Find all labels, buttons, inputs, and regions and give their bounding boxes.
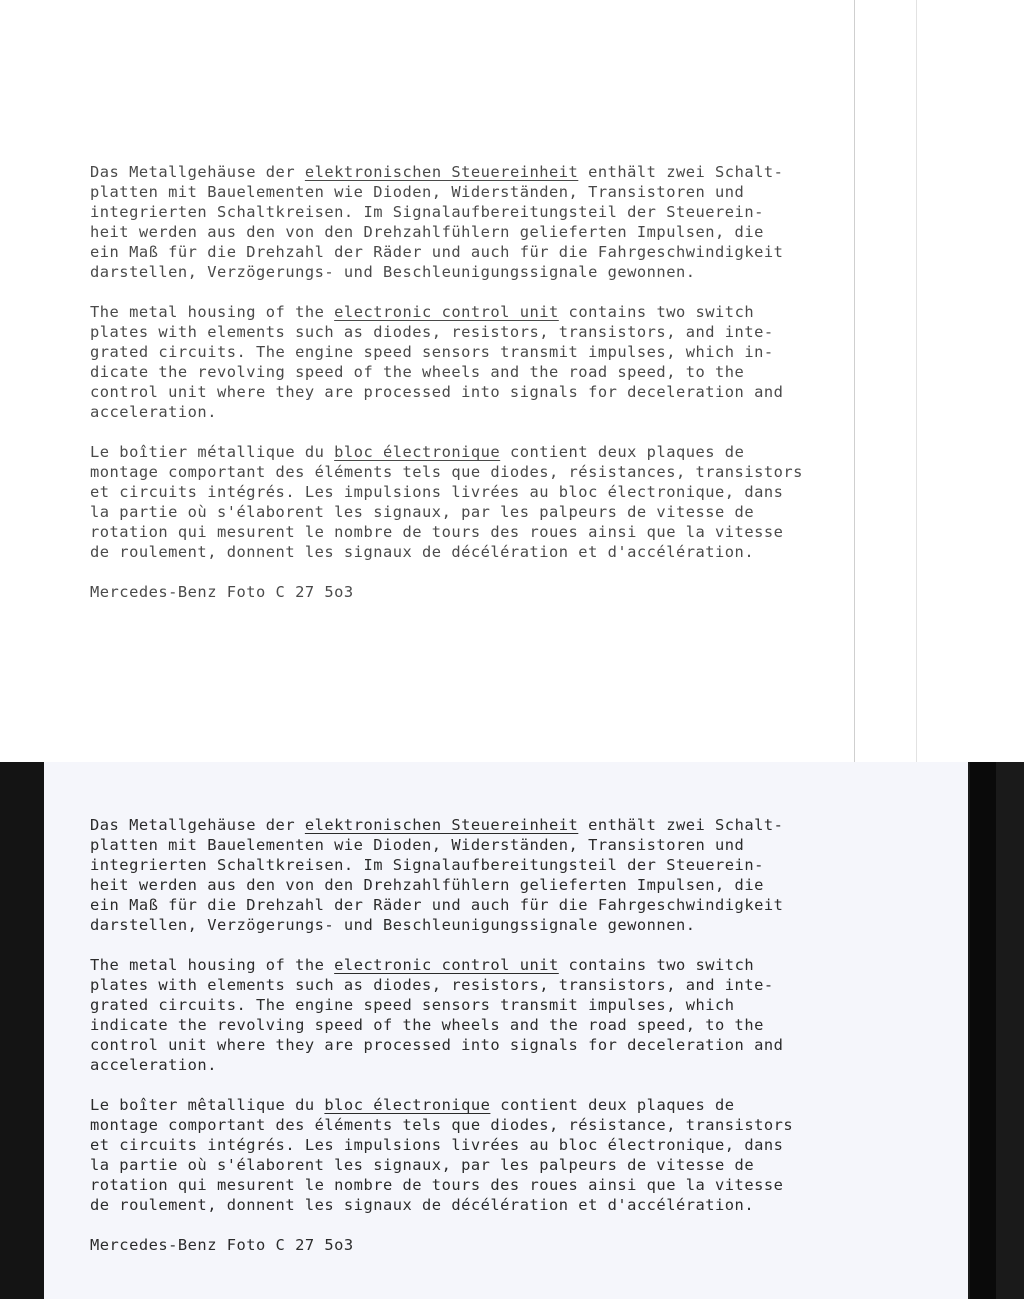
paragraph-english	[90, 955, 950, 1075]
text-line: integrierten Schaltkreisen. Im Signalaufbereitungsteil der Steuerein-	[90, 203, 764, 221]
text-line: control unit where they are processed into signals for deceleration and	[90, 383, 784, 401]
scan-background-right-shadow	[970, 762, 996, 1299]
text-line: Das Metallgehäuse der elektronischen Steuereinheit enthält zwei Schalt-	[90, 816, 784, 834]
text-line: grated circuits. The engine speed sensors transmit impulses, which	[90, 996, 735, 1014]
text-line: montage comportant des éléments tels que diodes, résistance, transistors	[90, 1116, 794, 1134]
underlined-term: elektronischen Steuereinheit	[304, 816, 579, 834]
text-line: la partie où s'élaborent les signaux, par les palpeurs de vitesse de	[90, 1156, 755, 1174]
text-line: de roulement, donnent les signaux de décélération et d'accélération.	[90, 1196, 755, 1214]
paragraph-english	[90, 302, 950, 422]
text-line: darstellen, Verzögerungs- und Beschleunigungssignale gewonnen.	[90, 263, 696, 281]
text-line: ein Maß für die Drehzahl der Räder und auch für die Fahrgeschwindigkeit	[90, 896, 784, 914]
text-line: la partie où s'élaborent les signaux, par les palpeurs de vitesse de	[90, 503, 755, 521]
text-line: The metal housing of the electronic control unit contains two switch	[90, 303, 755, 321]
text-line: grated circuits. The engine speed sensors transmit impulses, which in-	[90, 343, 774, 361]
paragraph-french	[90, 1095, 950, 1215]
text-line: heit werden aus den von den Drehzahlfühlern gelieferten Impulsen, die	[90, 876, 764, 894]
text-line: dicate the revolving speed of the wheels and the road speed, to the	[90, 363, 745, 381]
photo-credit: Mercedes-Benz Foto C 27 5o3	[90, 583, 354, 601]
text-line: et circuits intégrés. Les impulsions livrées au bloc électronique, dans	[90, 483, 784, 501]
text-line: control unit where they are processed into signals for deceleration and	[90, 1036, 784, 1054]
text-line: platten mit Bauelementen wie Dioden, Widerständen, Transistoren und	[90, 836, 745, 854]
paragraph-german	[90, 162, 950, 282]
text-line: The metal housing of the electronic control unit contains two switch	[90, 956, 755, 974]
text-line: plates with elements such as diodes, resistors, transistors, and inte-	[90, 976, 774, 994]
text-line: Le boîtier métallique du bloc électronique contient deux plaques de	[90, 443, 745, 461]
text-line: darstellen, Verzögerungs- und Beschleunigungssignale gewonnen.	[90, 916, 696, 934]
text-line: acceleration.	[90, 1056, 217, 1074]
underlined-term: electronic control unit	[334, 956, 559, 974]
underlined-term: elektronischen Steuereinheit	[304, 163, 579, 181]
paragraph-german	[90, 815, 950, 935]
paragraph-french	[90, 442, 950, 562]
underlined-term: bloc électronique	[324, 1096, 491, 1114]
scan-background-left	[0, 762, 44, 1299]
text-line: heit werden aus den von den Drehzahlfühlern gelieferten Impulsen, die	[90, 223, 764, 241]
text-line: indicate the revolving speed of the wheels and the road speed, to the	[90, 1016, 764, 1034]
text-line: platten mit Bauelementen wie Dioden, Widerständen, Transistoren und	[90, 183, 745, 201]
underlined-term: electronic control unit	[334, 303, 559, 321]
text-line: rotation qui mesurent le nombre de tours des roues ainsi que la vitesse	[90, 523, 784, 541]
text-line: de roulement, donnent les signaux de décélération et d'accélération.	[90, 543, 755, 561]
text-line: integrierten Schaltkreisen. Im Signalaufbereitungsteil der Steuerein-	[90, 856, 764, 874]
text-line: ein Maß für die Drehzahl der Räder und auch für die Fahrgeschwindigkeit	[90, 243, 784, 261]
text-line: et circuits intégrés. Les impulsions livrées au bloc électronique, dans	[90, 1136, 784, 1154]
text-line: Le boîter mêtallique du bloc électronique contient deux plaques de	[90, 1096, 735, 1114]
text-line: plates with elements such as diodes, resistors, transistors, and inte-	[90, 323, 774, 341]
text-line: rotation qui mesurent le nombre de tours des roues ainsi que la vitesse	[90, 1176, 784, 1194]
bottom-document-text	[90, 815, 950, 1255]
text-line: montage comportant des éléments tels que diodes, résistances, transistors	[90, 463, 803, 481]
top-document-text	[90, 162, 950, 602]
underlined-term: bloc électronique	[334, 443, 501, 461]
text-line: Das Metallgehäuse der elektronischen Steuereinheit enthält zwei Schalt-	[90, 163, 784, 181]
photo-credit: Mercedes-Benz Foto C 27 5o3	[90, 1236, 354, 1254]
text-line: acceleration.	[90, 403, 217, 421]
